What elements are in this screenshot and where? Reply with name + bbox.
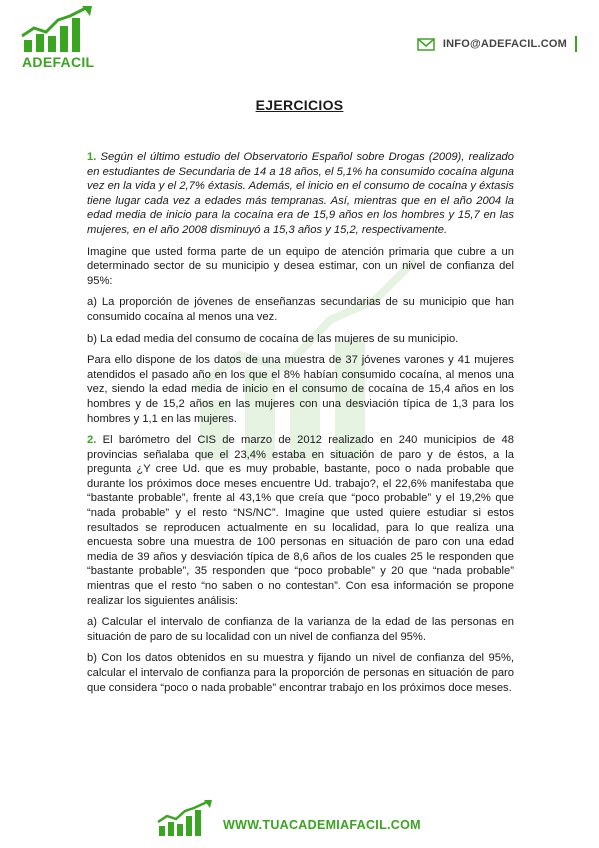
exercise-body bbox=[87, 150, 514, 702]
footer bbox=[157, 800, 421, 838]
exercise-2-intro bbox=[87, 433, 514, 608]
exercise-2-question-a: a) Calcular el intervalo de confianza de la varianza de la edad de las personas en situación de paro de su localidad con un nivel de confianza del 95%. bbox=[87, 616, 514, 643]
divider bbox=[575, 36, 577, 52]
exercise-2-intro-text: El barómetro del CIS de marzo de 2012 realizado en 240 municipios de 48 provincias señalaba que el 23,4% estaba en situación de paro y de éstos, a la pregunta ¿Y cree Ud. que es muy probable, bastante, poco o nada probable que durante los próximos doce meses encuentre Ud. trabajo?, el 22,6% manifestaba que “bastante probable”, frente al 43,1% que creía que “poco probable” y el 19,2% que “nada probable” y el resto “NS/NC”. Imagine que usted quiere estudiar si estos resultados se reproducen actualmente en su localidad, para lo que realiza una encuesta sobre una muestra de 100 personas en situación de paro con una edad media de 39 años y desviación típica de 8,6 años de los cuales 25 le responden que “bastante probable”, 35 responden que “poco probable” y 20 que “nada probable” mientras que el resto “no saben o no contestan”. Con esa información se propone realizar los siguientes análisis: bbox=[87, 434, 514, 607]
exercise-1-number: 1. bbox=[87, 151, 97, 163]
page-title: EJERCICIOS bbox=[255, 97, 344, 113]
exercise-1-paragraph: Imagine que usted forma parte de un equipo de atención primaria que cubre a un determinado sector de su municipio y desea estimar, con un nivel de confianza del 95%: bbox=[87, 245, 514, 287]
contact-email bbox=[417, 36, 577, 52]
logo-text: ADEFACIL bbox=[22, 54, 95, 70]
growth-chart-icon bbox=[157, 800, 213, 838]
exercise-1-intro bbox=[87, 150, 514, 238]
exercise-1-intro-text: Según el último estudio del Observatorio Español sobre Drogas (2009), realizado en estudiantes de Secundaria de 14 a 18 años, el 5,1% ha consumido cocaína alguna vez en la vida y el 2,7% éxtasis. Además, el inicio en el consumo de cocaína y éxtasis tiene lugar cada vez a edades más tempranas. Así, mientras que en el año 2004 la edad media de inicio para la cocaína era de 15,9 años en los hombres y 15,7 en las mujeres, en el año 2008 disminuyó a 15,3 años y 15,2, respectivamente. bbox=[87, 151, 514, 236]
adefacil-logo bbox=[20, 6, 100, 70]
exercise-2-number: 2. bbox=[87, 434, 97, 447]
exercise-1-question-a: a) La proporción de jóvenes de enseñanzas secundarias de su municipio que han consumido cocaína al menos una vez. bbox=[87, 296, 514, 323]
exercise-2-question-b: b) Con los datos obtenidos en su muestra y fijando un nivel de confianza del 95%, calcular el intervalo de confianza para la proporción de personas en situación de paro que considera “poco o nada probable” encontrar trabajo en los próximos doce meses. bbox=[87, 652, 514, 694]
email-text: INFO@ADEFACIL.COM bbox=[442, 38, 567, 50]
growth-chart-icon bbox=[20, 6, 100, 56]
exercise-1-data: Para ello dispone de los datos de una muestra de 37 jóvenes varones y 41 mujeres atendidos el pasado año en los que el 8% habían consumido cocaína, al menos una vez, siendo la edad media de inicio en el consumo de cocaína de 15,4 años en los hombres y de 15,2 años en las mujeres con una desviación típica de 1,3 para los hombres y 1,1 en las mujeres. bbox=[87, 354, 514, 425]
envelope-icon bbox=[417, 38, 435, 51]
website-link[interactable]: WWW.TUACADEMIAFACIL.COM bbox=[223, 818, 421, 832]
exercise-1-question-b: b) La edad media del consumo de cocaína de las mujeres de su municipio. bbox=[87, 332, 459, 345]
